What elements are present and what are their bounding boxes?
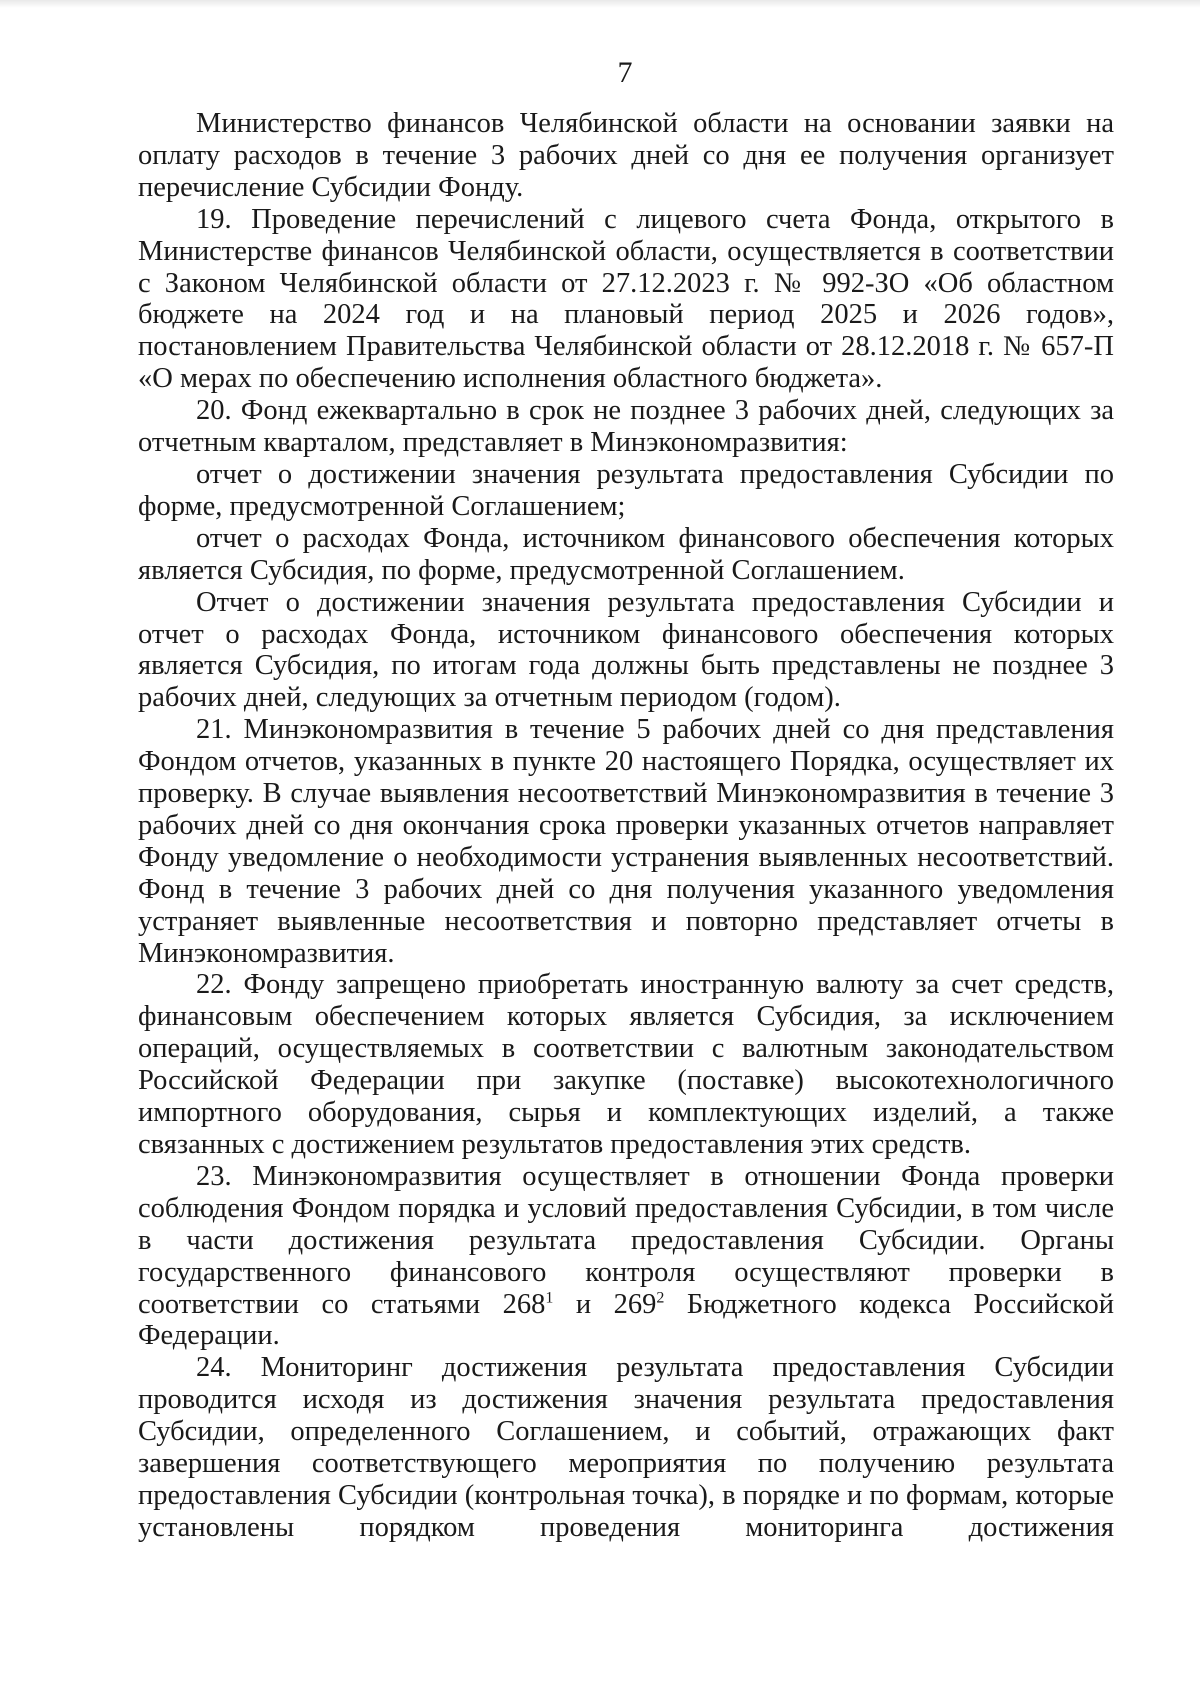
paragraph-20-item-2: отчет о расходах Фонда, источником финансового обеспечения которых является Субсидия, по форме, предусмотренной Соглашением. — [138, 522, 1114, 586]
scan-edge — [0, 0, 1200, 8]
paragraph-19: 19. Проведение перечислений с лицевого счета Фонда, открытого в Министерстве финансов Челябинской области, осуществляется в соответствии с Законом Челябинской области от 27.12.2023 г. № 992-ЗО «Об областном бюджете на 2024 год и на плановый период 2025 и 2026 годов», постановлением Правительства Челябинской области от 28.12.2018 г. № 657-П «О мерах по обеспечению исполнения областного бюджета». — [138, 203, 1114, 395]
paragraph-20-item-1: отчет о достижении значения результата предоставления Субсидии по форме, предусмотренной Соглашением; — [138, 458, 1114, 522]
paragraph-24: 24. Мониторинг достижения результата предоставления Субсидии проводится исходя из достижения значения результата предоставления Субсидии, определенного Соглашением, и событий, отражающих факт завершения соответствующего мероприятия по получению результата предоставления Субсидии (контрольная точка), в порядке и по формам, которые установлены порядком проведения мониторинга достижения — [138, 1352, 1114, 1543]
superscript-1: 1 — [545, 1289, 554, 1307]
paragraph-23-part-3: Бюджетного кодекса Российской Федерации. — [138, 1288, 1114, 1352]
paragraph-23 — [138, 1161, 1114, 1352]
paragraph-20-annual: Отчет о достижении значения результата предоставления Субсидии и отчет о расходах Фонда, источником финансового обеспечения которых является Субсидия, по итогам года должны быть представлены не позднее 3 рабочих дней, следующих за отчетным периодом (годом). — [138, 586, 1114, 714]
document-body — [138, 108, 1114, 1544]
paragraph-22: 22. Фонду запрещено приобретать иностранную валюту за счет средств, финансовым обеспечением которых является Субсидия, за исключением операций, осуществляемых в соответствии с валютным законодательством Российской Федерации при закупке (поставке) высокотехнологичного импортного оборудования, сырья и комплектующих изделий, а также связанных с достижением результатов предоставления этих средств. — [138, 969, 1114, 1160]
paragraph-intro: Министерство финансов Челябинской области на основании заявки на оплату расходов в течение 3 рабочих дней со дня ее получения организует перечисление Субсидии Фонду. — [138, 108, 1114, 203]
paragraph-23-part-2: и 269 — [553, 1288, 657, 1320]
paragraph-23-part-1: 23. Минэкономразвития осуществляет в отношении Фонда проверки соблюдения Фондом порядка и условий предоставления Субсидии, в том числе в части достижения результата предоставления Субсидии. Органы государственного финансового контроля осуществляют проверки в соответствии со статьями 268 — [138, 1160, 1114, 1320]
page-number: 7 — [617, 56, 633, 89]
superscript-2: 2 — [656, 1289, 665, 1307]
paragraph-20: 20. Фонд ежеквартально в срок не позднее 3 рабочих дней, следующих за отчетным кварталом, представляет в Минэкономразвития: — [138, 395, 1114, 459]
paragraph-21: 21. Минэкономразвития в течение 5 рабочих дней со дня представления Фондом отчетов, указанных в пункте 20 настоящего Порядка, осуществляет их проверку. В случае выявления несоответствий Минэкономразвития в течение 3 рабочих дней со дня окончания срока проверки указанных отчетов направляет Фонду уведомление о необходимости устранения выявленных несоответствий. Фонд в течение 3 рабочих дней со дня получения указанного уведомления устраняет выявленные несоответствия и повторно представляет отчеты в Минэкономразвития. — [138, 714, 1114, 969]
